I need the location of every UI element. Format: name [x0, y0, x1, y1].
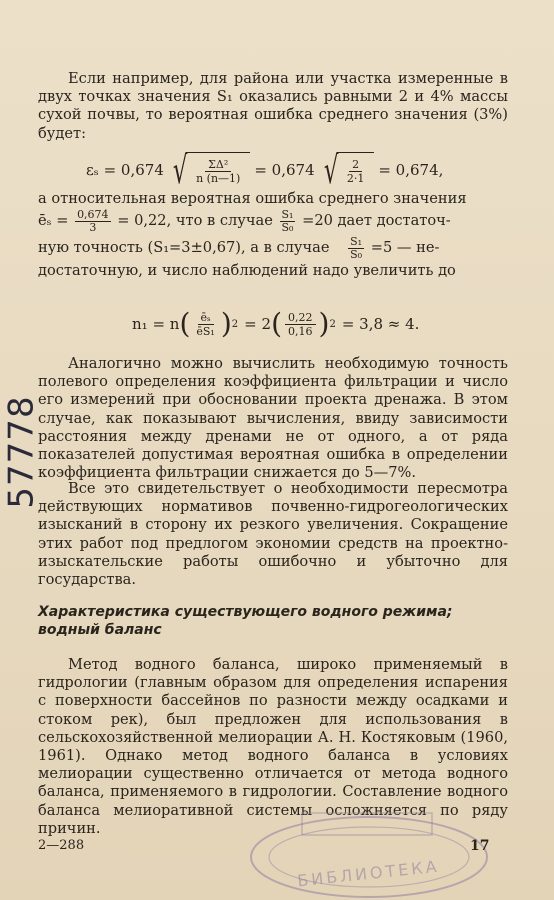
sqrt-2: √ $\frac{2}{2\cdot 1}$ [319, 152, 375, 188]
relative-error-end: =20 дает достаточ- [302, 212, 451, 230]
paragraph-4 [38, 480, 508, 589]
formula2-rhs: = 3,8 ≈ 4. [341, 315, 420, 333]
sqrt2-numerator: 2 [349, 158, 362, 172]
formula2-frac2-den: 0,16 [288, 324, 313, 338]
para2-line4: достаточную, и число наблюдений надо увеличить до [38, 262, 456, 280]
relative-error-lhs: ēₛ = [38, 212, 69, 230]
ratio2-num: S₁ [350, 234, 363, 248]
sqrt1-numerator: ΣΔ² [205, 158, 231, 172]
para2-line2 [38, 208, 508, 234]
sqrt2-denominator: 2·1 [346, 172, 365, 185]
formula-rhs: = 0,674, [378, 161, 444, 179]
signature-mark: 2—288 [38, 838, 85, 853]
paragraph-text: Метод водного баланса, широко применяемый в гидрологии (главным образом для определения испарения с поверхности бассейнов по разности между осадками и стоком рек), был предложен для использования в сельскохозяйственной мелиорации А. Н. Костяковым (1960, 1961). Однако метод водного баланса в условиях мелиорации существенно отличается от метода водного баланса, применяемого в гидрологии. Составление водного баланса мелиоративной системы осложняется по ряду причин. [38, 656, 508, 837]
library-stamp [244, 795, 494, 900]
margin-note-text: 57778 [2, 395, 43, 509]
ratio-den: S₀ [281, 220, 294, 234]
accuracy-end: =5 — не- [370, 239, 440, 257]
page-number: 17 [470, 838, 490, 854]
ratio2-den: S₀ [350, 247, 363, 261]
paragraph-text: Все это свидетельствует о необходимости пересмотра действующих нормативов почвенно-гидрогеологических изысканий в сторону их резкого увеличения. Сокращение этих работ под предлогом экономии средств на проектно-изыскательские работы ошибочно и убыточно для государства. [38, 480, 508, 589]
formula-lhs: εₛ = 0,674 [86, 161, 164, 179]
formula2-frac2-num: 0,22 [285, 311, 316, 325]
paragraph-1 [38, 70, 508, 143]
paragraph-2 [38, 190, 508, 280]
section-heading [38, 603, 508, 639]
accuracy-text: ную точность (S₁=3±0,67), а в случае [38, 239, 330, 257]
paragraph-3 [38, 355, 508, 482]
formula2-frac-num: ēₛ [198, 311, 214, 325]
fraction-den: 3 [89, 220, 97, 234]
relative-error-mid: = 0,22, что в случае [117, 212, 273, 230]
paragraph-text: Если например, для района или участка измеренные в двух точках значения S₁ оказались равными 2 и 4% массы сухой почвы, то вероятная ошибка среднего значения (3%) будет: [38, 70, 508, 142]
sqrt-1: √ $\frac{\text{ΣΔ²}}{n (n—1)}$ [168, 152, 250, 188]
formula2-lhs: n₁ = n [132, 315, 180, 333]
ratio-num: S₁ [281, 207, 294, 221]
formula-probable-error [86, 150, 443, 190]
formula-observations: n₁ = n ( $\frac{\text{ēₛ}}{\text{ēS₁}}$ ) 2 = 2 ( $\frac{0,22}{0,16}$ ) 2 = 3,8 ≈ 4. [132, 307, 420, 340]
margin-inventory-number [2, 372, 42, 532]
heading-text: Характеристика существующего водного режима; водный баланс [38, 604, 453, 638]
paragraph-text: Аналогично можно вычислить необходимую точность полевого определения коэффициента фильтрации и число его измерений при обосновании проекта дренажа. В этом случае, как показывают вычисления, ввиду зависимости расстояния между дренами не от одного, а от ряда показателей допустимая вероятная ошибка в определении коэффициента фильтрации снижается до 5—7%. [38, 355, 508, 482]
sqrt1-denominator: n (n—1) [196, 172, 241, 185]
formula-mid: = 0,674 [254, 161, 315, 179]
formula2-mid: = 2 [244, 315, 272, 333]
para2-line3 [38, 234, 508, 262]
stamp-text: БИБЛИОТЕКА [296, 856, 441, 891]
formula2-frac-den: ēS₁ [196, 324, 215, 338]
fraction-num: 0,674 [77, 207, 109, 221]
para2-line1: а относительная вероятная ошибка среднего значения [38, 190, 467, 207]
